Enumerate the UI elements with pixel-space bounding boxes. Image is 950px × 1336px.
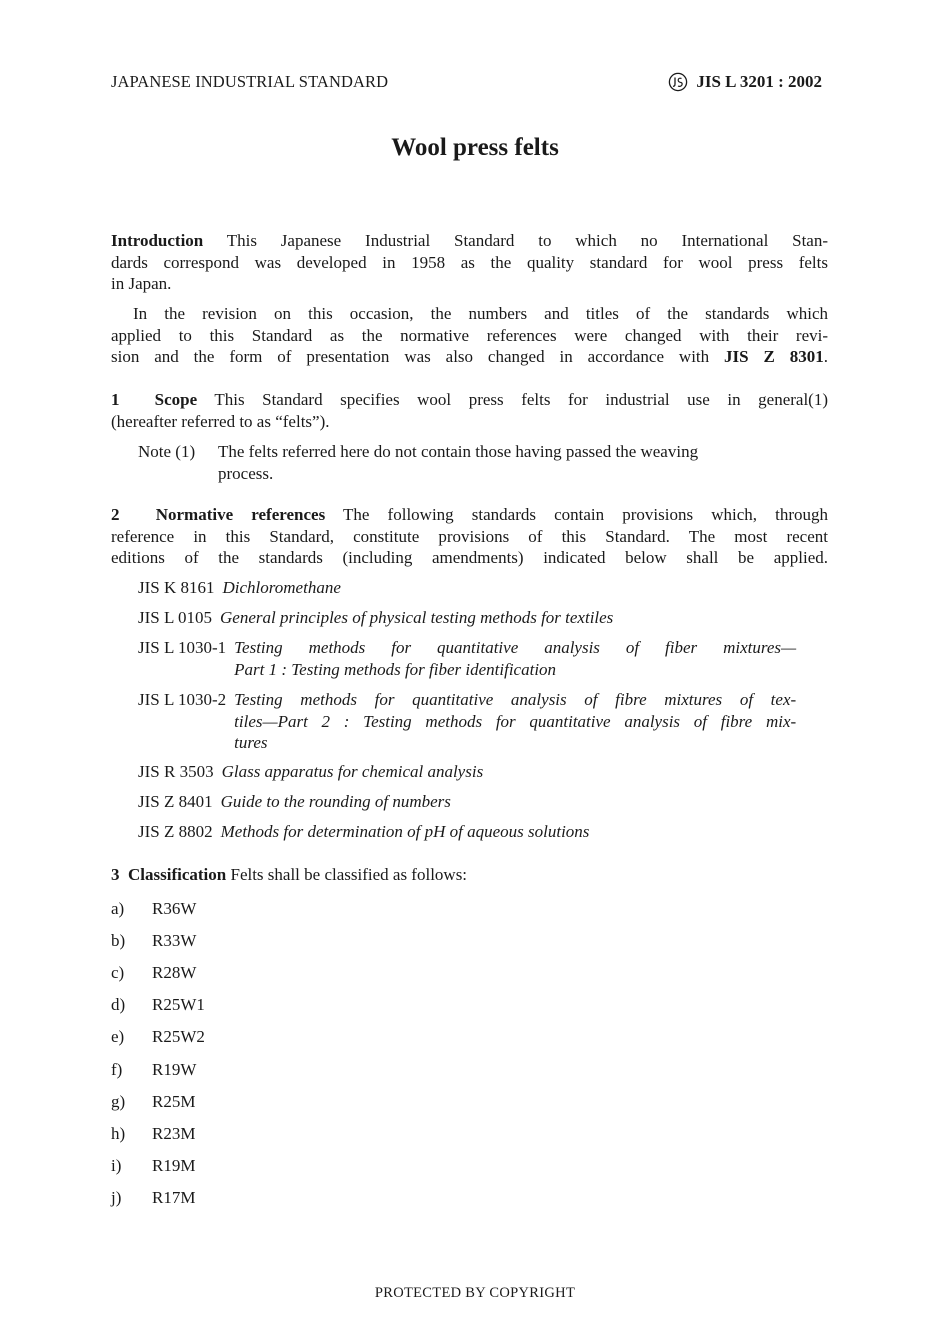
- item-letter: c): [111, 963, 125, 982]
- introduction-paragraph-1: Introduction This Japanese Industrial Standard to which no International Stan- dards correspond was developed in 1958 as the quality standard for wool press felts in Japan.: [111, 231, 828, 293]
- classification-item: [111, 930, 196, 952]
- item-value: R28W: [152, 963, 197, 982]
- item-letter: b): [111, 931, 126, 950]
- scope-section: 1 Scope This Standard specifies wool press felts for industrial use in general(1) (hereafter referred to as “felts”).: [111, 390, 828, 431]
- classification-heading: Classification: [128, 865, 227, 884]
- item-letter: g): [111, 1092, 126, 1111]
- reference-entry: [138, 761, 828, 783]
- item-value: R25M: [152, 1092, 196, 1111]
- classification-item: [111, 898, 196, 920]
- scope-number: 1: [111, 390, 120, 409]
- reference-title: Testing methods for quantitative analysis of fiber mixtures— Part 1 : Testing methods for fiber identification: [234, 638, 797, 679]
- classification-item: [111, 1026, 205, 1048]
- reference-entry: [138, 577, 828, 599]
- normative-heading: Normative references: [155, 505, 326, 524]
- introduction-paragraph-2: In the revision on this occasion, the numbers and titles of the standards which applied to this Standard as the normative references were changed with their revi- sion and the form of presentation was also changed in accordance with JIS Z 8301.: [111, 304, 828, 366]
- item-letter: h): [111, 1124, 126, 1143]
- item-value: R25W1: [152, 995, 205, 1014]
- item-value: R23M: [152, 1124, 196, 1143]
- reference-title: Guide to the rounding of numbers: [220, 792, 451, 811]
- reference-entry: [138, 791, 828, 813]
- item-letter: j): [111, 1188, 122, 1207]
- header-standard-type: JAPANESE INDUSTRIAL STANDARD: [111, 72, 389, 91]
- classification-number: 3: [111, 865, 120, 884]
- classification-item: [111, 1123, 195, 1145]
- scope-note: Note (1) The felts referred here do not contain those having passed the weaving process.: [138, 442, 699, 483]
- header-standard-number-block: [668, 72, 822, 92]
- reference-title: Glass apparatus for chemical analysis: [221, 762, 484, 781]
- item-value: R19M: [152, 1156, 196, 1175]
- reference-code: JIS K 8161: [138, 578, 215, 597]
- item-value: R36W: [152, 899, 197, 918]
- reference-code: JIS Z 8802: [138, 822, 213, 841]
- classification-item: [111, 962, 196, 984]
- reference-title: General principles of physical testing methods for textiles: [220, 608, 614, 627]
- header-standard-number: JIS L 3201 : 2002: [696, 72, 822, 91]
- classification-item: [111, 1091, 195, 1113]
- item-letter: i): [111, 1156, 122, 1175]
- classification-item: [111, 1187, 195, 1209]
- item-value: R19W: [152, 1060, 197, 1079]
- normative-number: 2: [111, 505, 120, 524]
- item-value: R17M: [152, 1188, 196, 1207]
- reference-title: Methods for determination of pH of aqueous solutions: [220, 822, 590, 841]
- reference-code: JIS Z 8401: [138, 792, 213, 811]
- jis-mark-icon: [668, 72, 688, 92]
- reference-code: JIS L 0105: [138, 608, 212, 627]
- item-letter: f): [111, 1060, 123, 1079]
- item-letter: d): [111, 995, 126, 1014]
- item-value: R25W2: [152, 1027, 205, 1046]
- reference-title: Dichloromethane: [222, 578, 341, 597]
- reference-code: JIS L 1030-1: [138, 638, 227, 657]
- classification-item: [111, 1155, 195, 1177]
- reference-entry: [138, 637, 828, 680]
- reference-entry: [138, 607, 828, 629]
- normative-references-section: 2 Normative references The following standards contain provisions which, through reference in this Standard, constitute provisions of this Standard. The most recent editions of the standards (including amendments) indicated below shall be applied.: [111, 505, 828, 567]
- document-title: Wool press felts: [391, 134, 559, 161]
- copyright-footer: PROTECTED BY COPYRIGHT: [374, 1285, 576, 1301]
- inline-standard-reference: JIS Z 8301: [724, 347, 824, 366]
- introduction-heading: Introduction: [111, 231, 204, 250]
- classification-item: [111, 1059, 196, 1081]
- reference-entry: [138, 689, 828, 754]
- note-label: Note (1): [138, 442, 196, 461]
- reference-entry: [138, 821, 828, 843]
- item-value: R33W: [152, 931, 197, 950]
- reference-code: JIS L 1030-2: [138, 690, 227, 709]
- scope-heading: Scope: [154, 390, 198, 409]
- item-letter: a): [111, 899, 125, 918]
- reference-code: JIS R 3503: [138, 762, 214, 781]
- reference-title: Testing methods for quantitative analysis of fibre mixtures of tex- tiles—Part 2 : Testing methods for quantitative analysis of fibre mix- tures: [234, 690, 797, 752]
- classification-item: [111, 994, 205, 1016]
- item-letter: e): [111, 1027, 125, 1046]
- classification-section: 3 Classification Felts shall be classified as follows:: [111, 865, 468, 884]
